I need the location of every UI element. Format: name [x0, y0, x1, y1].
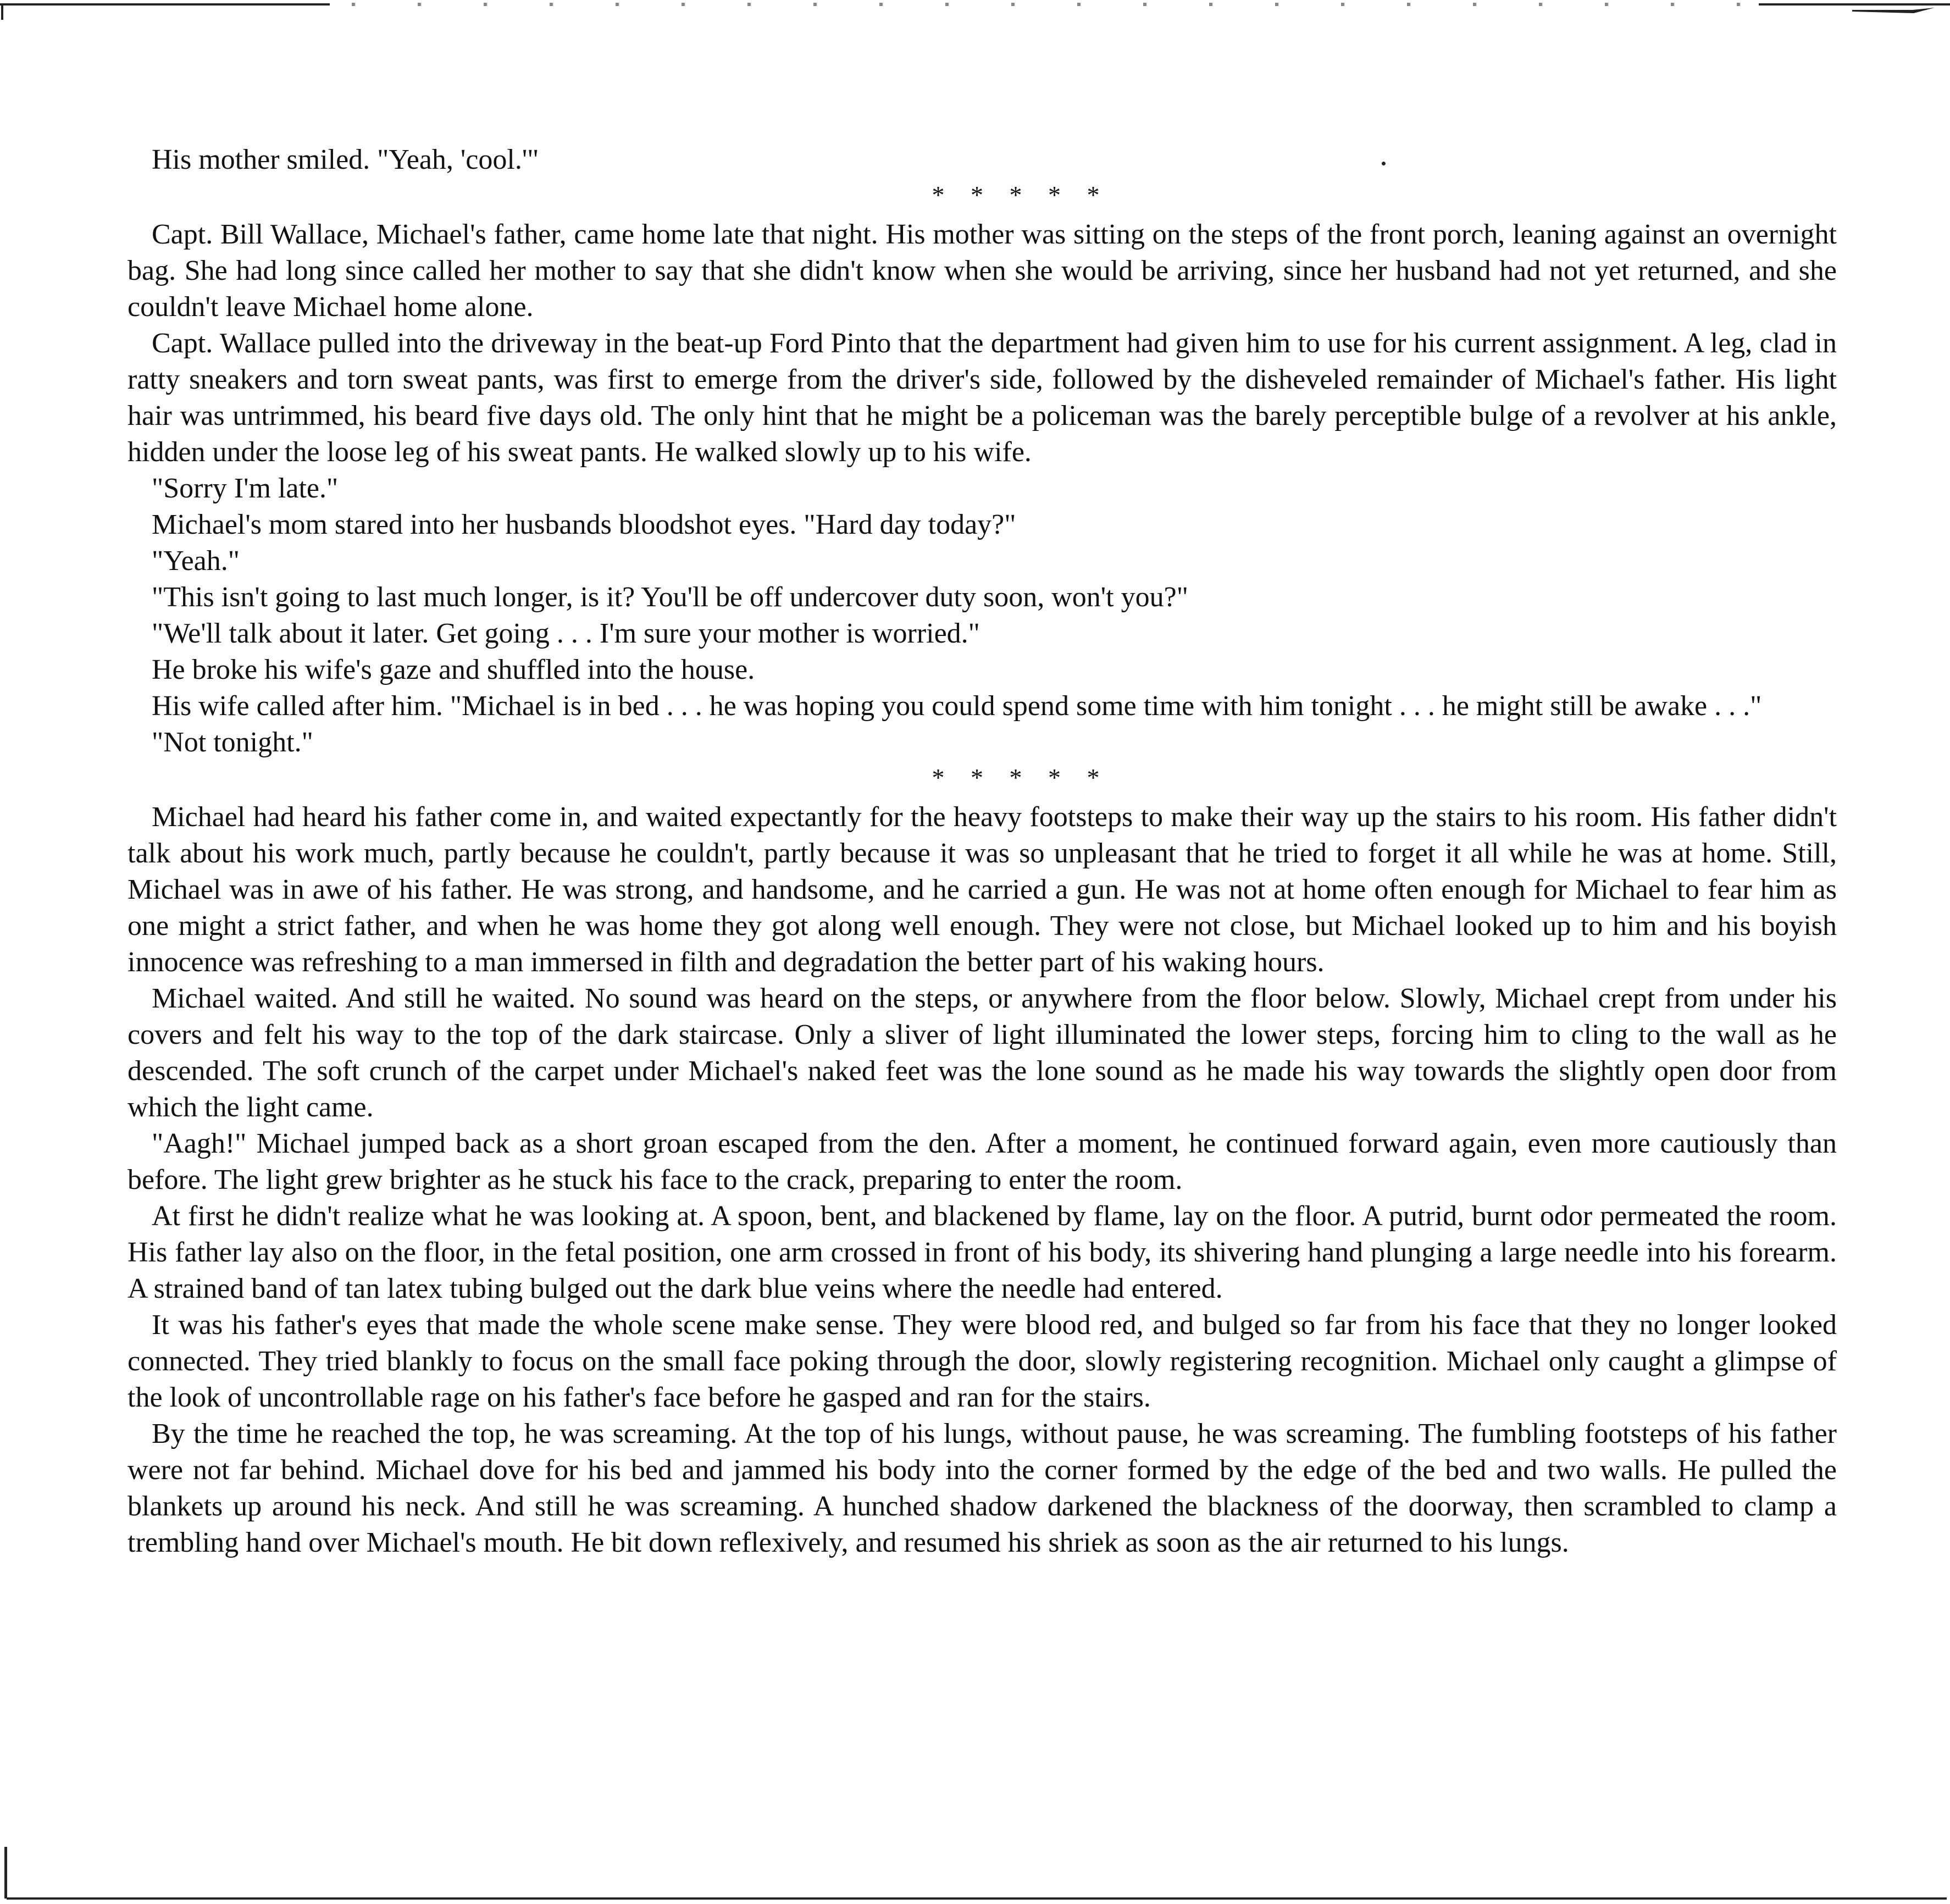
dialogue-line: "Not tonight."	[152, 727, 313, 758]
section-break: * * * * *	[932, 763, 1110, 792]
scan-border-left-top	[1, 3, 3, 20]
dialogue-line: "Sorry I'm late."	[152, 473, 339, 504]
scan-border-bottom	[7, 1897, 1947, 1900]
paragraph: At first he didn't realize what he was looking at. A spoon, bent, and blackened by flame, lay on the floor. A putrid, burnt odor permeated the room. His father lay also on the floor, in the fetal position, one arm crossed in front of his body, its shivering hand plunging a large needle into his forearm. A strained band of tan latex tubing bulged out the dark blue veins where the needle had entered.	[128, 1200, 1837, 1304]
paragraph: "Aagh!" Michael jumped back as a short groan escaped from the den. After a moment, he continued forward again, even more cautiously than before. The light grew brighter as he stuck his face to the crack, preparing to enter the room.	[128, 1128, 1837, 1195]
scan-corner-arrow-mark	[1852, 7, 1935, 14]
paragraph: By the time he reached the top, he was screaming. At the top of his lungs, without pause, he was screaming. The fumbling footsteps of his father were not far behind. Michael dove for his bed and jammed his body into the corner formed by the edge of the bed and two walls. He pulled the blankets up around his neck. And still he was screaming. A hunched shadow darkened the blackness of the doorway, then scrambled to clamp a trembling hand over Michael's mouth. He bit down reflexively, and resumed his shriek as soon as the air returned to his lungs.	[128, 1418, 1837, 1558]
story-text	[128, 142, 1837, 1561]
paragraph: It was his father's eyes that made the whole scene make sense. They were blood red, and bulged so far from his face that they no longer looked connected. They tried blankly to focus on the small face poking through the door, slowly registering recognition. Michael only caught a glimpse of the look of uncontrollable rage on his father's face before he gasped and ran for the stairs.	[128, 1309, 1837, 1413]
dialogue-line: "Yeah."	[152, 545, 240, 577]
dialogue-line: "This isn't going to last much longer, is it? You'll be off undercover duty soon, won't you?"	[152, 582, 1188, 613]
dialogue-line: "We'll talk about it later. Get going . . . I'm sure your mother is worried."	[152, 618, 980, 649]
opening-line: His mother smiled. "Yeah, 'cool.'"	[152, 144, 539, 175]
dialogue-line: Michael's mom stared into her husbands bloodshot eyes. "Hard day today?"	[152, 509, 1016, 540]
scan-border-top-dashes	[330, 3, 1759, 6]
dialogue-line: His wife called after him. "Michael is in bed . . . he was hoping you could spend some time with him tonight . . . he might still be awake . . ."	[152, 690, 1762, 722]
section-break: * * * * *	[932, 181, 1110, 209]
dialogue-line: He broke his wife's gaze and shuffled into the house.	[152, 654, 755, 685]
scan-border-left-bottom	[4, 1847, 7, 1899]
paragraph: Michael waited. And still he waited. No sound was heard on the steps, or anywhere from the floor below. Slowly, Michael crept from under his covers and felt his way to the top of the dark staircase. Only a sliver of light illuminated the lower steps, forcing him to cling to the wall as he descended. The soft crunch of the carpet under Michael's naked feet was the lone sound as he made his way towards the slightly open door from which the light came.	[128, 983, 1837, 1123]
paragraph: Michael had heard his father come in, and waited expectantly for the heavy footsteps to make their way up the stairs to his room. His father didn't talk about his work much, partly because he couldn't, partly because it was so unpleasant that he tried to forget it all while he was at home. Still, Michael was in awe of his father. He was strong, and handsome, and he carried a gun. He was not at home often enough for Michael to fear him as one might a strict father, and when he was home they got along well enough. They were not close, but Michael looked up to him and his boyish innocence was refreshing to a man immersed in filth and degradation the better part of his waking hours.	[128, 801, 1837, 978]
paragraph: Capt. Wallace pulled into the driveway in the beat-up Ford Pinto that the department had given him to use for his current assignment. A leg, clad in ratty sneakers and torn sweat pants, was first to emerge from the driver's side, followed by the disheveled remainder of Michael's father. His light hair was untrimmed, his beard five days old. The only hint that he might be a policeman was the barely perceptible bulge of a revolver at his ankle, hidden under the loose leg of his sweat pants. He walked slowly up to his wife.	[128, 328, 1837, 468]
paragraph: Capt. Bill Wallace, Michael's father, came home late that night. His mother was sitting on the steps of the front porch, leaning against an overnight bag. She had long since called her mother to say that she didn't know when she would be arriving, since her husband had not yet returned, and she couldn't leave Michael home alone.	[128, 219, 1837, 323]
